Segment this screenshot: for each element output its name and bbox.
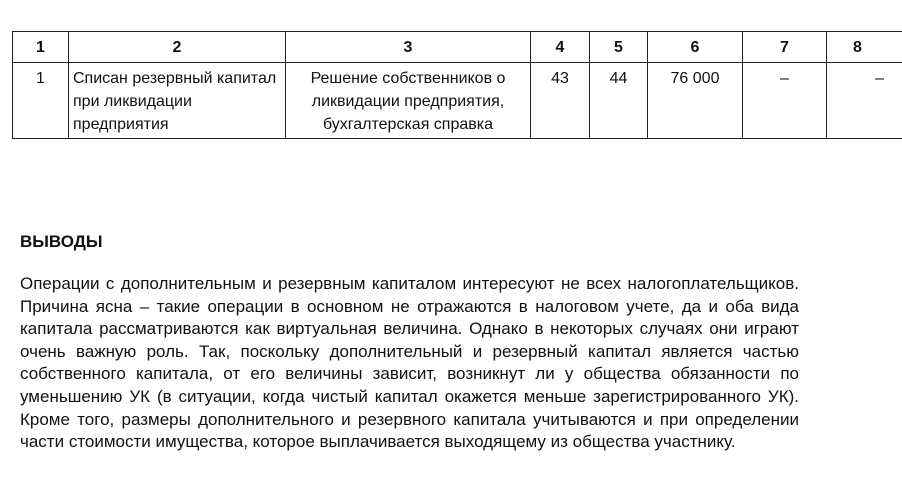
header-cell-3: 3 xyxy=(286,32,531,63)
header-cell-6: 6 xyxy=(648,32,743,63)
header-cell-1: 1 xyxy=(13,32,69,63)
header-cell-7: 7 xyxy=(743,32,827,63)
header-cell-5: 5 xyxy=(590,32,648,63)
header-cell-4: 4 xyxy=(531,32,590,63)
amount-cell: 76 000 xyxy=(648,63,743,139)
row-number-cell: 1 xyxy=(13,63,69,139)
table-header-row xyxy=(13,32,902,63)
conclusions-heading: ВЫВОДЫ xyxy=(20,232,103,251)
column-8-cell: – xyxy=(827,63,902,139)
header-cell-2: 2 xyxy=(69,32,286,63)
source-document-cell: Решение собственников о ликвидации предприятия, бухгалтерская справка xyxy=(286,63,531,139)
operations-table xyxy=(12,31,902,139)
operation-description-cell: Списан резервный капитал при ликвидации предприятия xyxy=(69,63,286,139)
conclusions-paragraph: Операции с дополнительным и резервным капиталом интересуют не всех налогоплательщиков. Причина ясна – такие операции в основном не отражаются в налоговом учете, да и оба вида капитала рассматриваются как виртуальная величина. Однако в некоторых случаях они играют очень важную роль. Так, поскольку дополнительный и резервный капитал является частью собственного капитала, от его величины зависит, возникнут ли у общества обязанности по уменьшению УК (в ситуации, когда чистый капитал окажется меньше зарегистрированного УК). Кроме того, размеры дополнительного и резервного капитала учитываются и при определении части стоимости имущества, которое выплачивается выходящему из общества участнику. xyxy=(20,274,799,452)
credit-account-cell: 44 xyxy=(590,63,648,139)
header-cell-8: 8 xyxy=(827,32,902,63)
column-7-cell: – xyxy=(743,63,827,139)
operations-table-container xyxy=(12,31,884,139)
debit-account-cell: 43 xyxy=(531,63,590,139)
table-row xyxy=(13,63,902,139)
